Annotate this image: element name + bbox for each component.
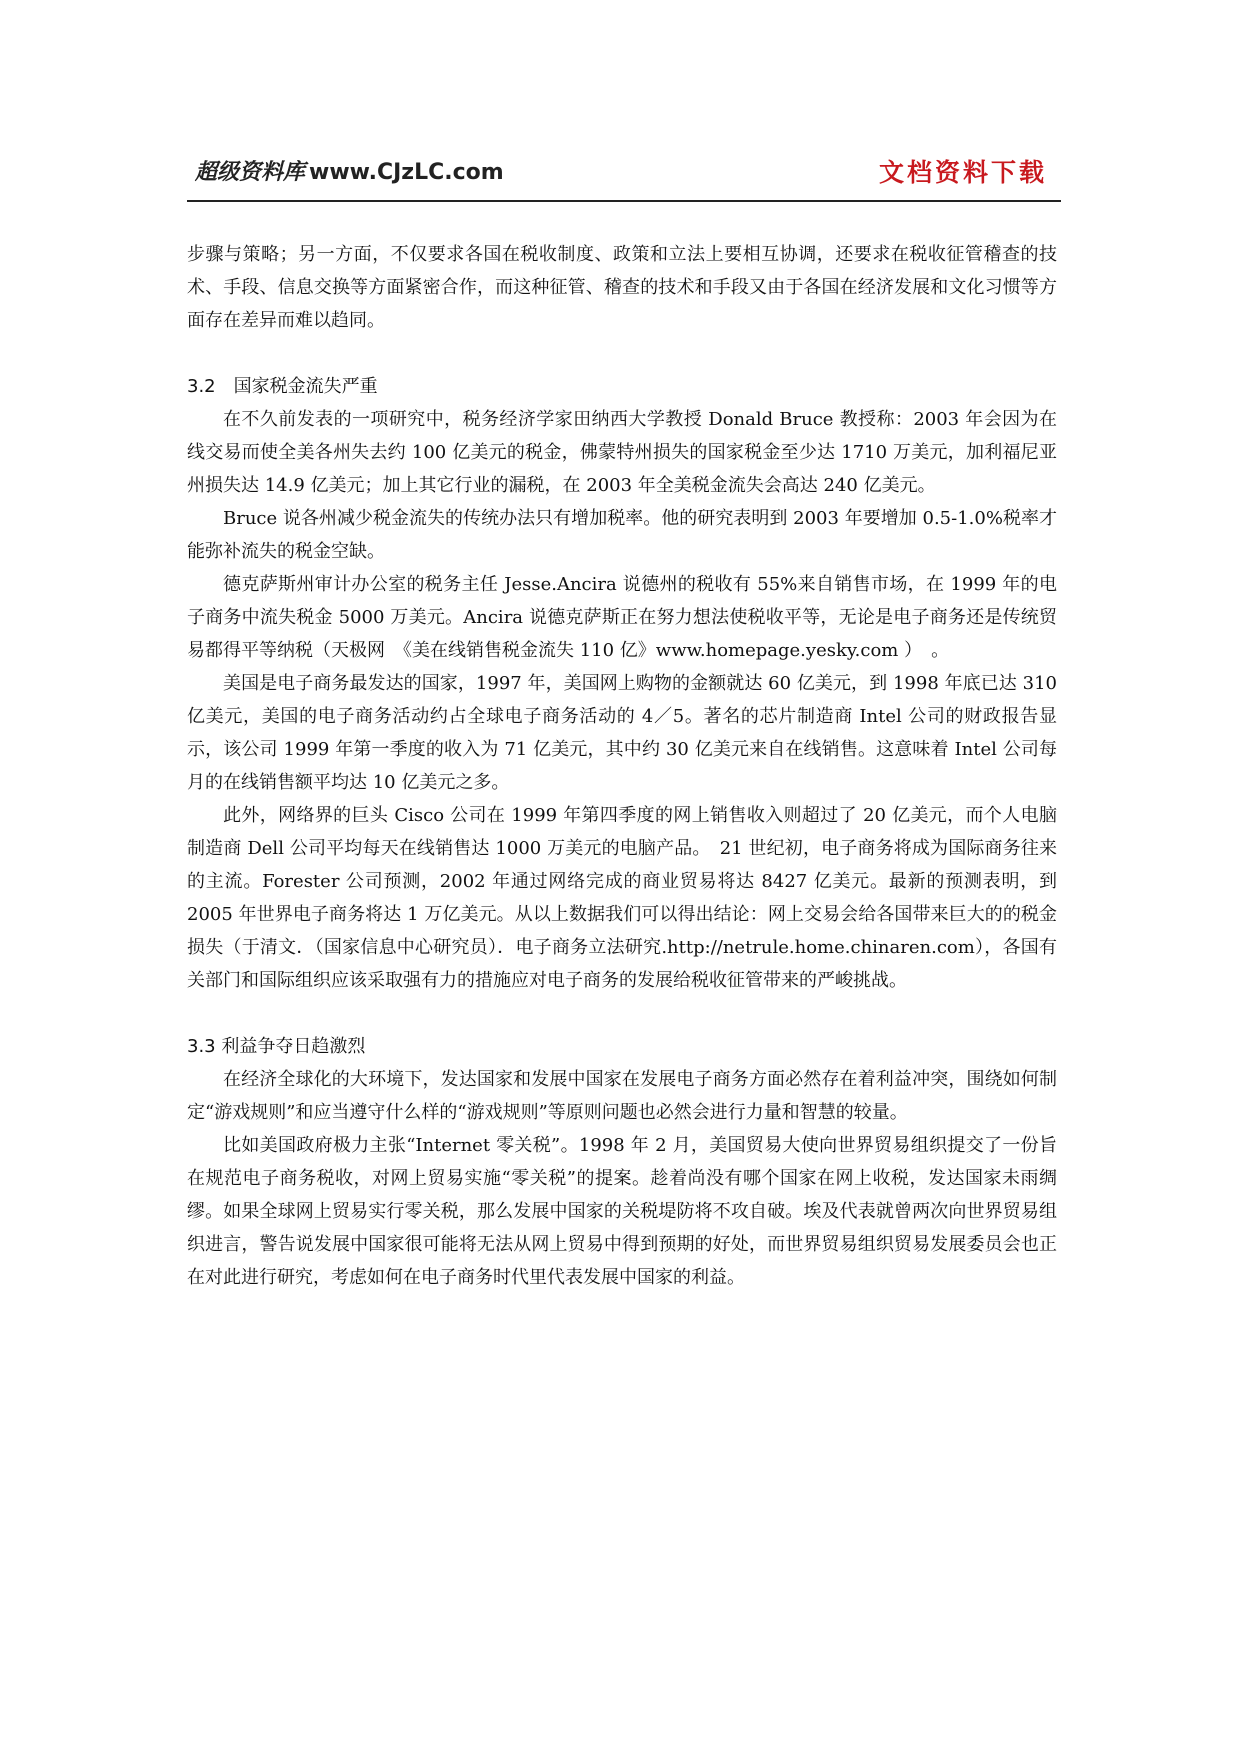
download-banner-text: 文档资料下载 bbox=[878, 158, 1047, 187]
paragraph-zero-tariff: 比如美国政府极力主张“Internet 零关税”。1998 年 2 月，美国贸易大使向世界贸易组织提交了一份旨在规范电子商务税收，对网上贸易实施“零关税”的提案。趁着尚没有哪个国家在网上收税，发达国家未雨绸缪。如果全球网上贸易实行零关税，那么发展中国家的关税堤防将不攻自破。埃及代表就曾两次向世界贸易组织进言，警告说发展中国家很可能将无法从网上贸易中得到预期的好处，而世界贸易组织贸易发展委员会也正在对此进行研究，考虑如何在电子商务时代里代表发展中国家的利益。 bbox=[187, 1135, 1057, 1288]
section-heading-3-2: 3.2 国家税金流失严重 bbox=[187, 376, 378, 397]
logo-site-url: www.CJzLC.com bbox=[309, 160, 504, 185]
site-logo bbox=[195, 158, 504, 188]
paragraph-interest-conflict: 在经济全球化的大环境下，发达国家和发展中国家在发展电子商务方面必然存在着利益冲突，围绕如何制定“游戏规则”和应当遵守什么样的“游戏规则”等原则问题也必然会进行力量和智慧的较量。 bbox=[187, 1069, 1057, 1123]
spacer bbox=[187, 997, 1057, 1030]
paragraph-us-ecommerce: 美国是电子商务最发达的国家，1997 年，美国网上购物的金额就达 60 亿美元，到 1998 年底已达 310 亿美元，美国的电子商务活动约占全球电子商务活动的 4／5。著名的芯片制造商 Intel 公司的财政报告显示，该公司 1999 年第一季度的收入为 71 亿美元，其中约 30 亿美元来自在线销售。这意味着 Intel 公司每月的在线销售额平均达 10 亿美元之多。 bbox=[187, 673, 1057, 793]
paragraph-bruce-tax-rate: Bruce 说各州减少税金流失的传统办法只有增加税率。他的研究表明到 2003 年要增加 0.5-1.0%税率才能弥补流失的税金空缺。 bbox=[187, 508, 1057, 562]
paragraph-donald-bruce: 在不久前发表的一项研究中，税务经济学家田纳西大学教授 Donald Bruce 教授称：2003 年会因为在线交易而使全美各州失去约 100 亿美元的税金，佛蒙特州损失的国家税金至少达 1710 万美元，加利福尼亚州损失达 14.9 亿美元；加上其它行业的漏税，在 2003 年全美税金流失会高达 240 亿美元。 bbox=[187, 409, 1057, 496]
section-heading-3-3: 3.3 利益争夺日趋激烈 bbox=[187, 1036, 366, 1057]
paragraph-texas-tax: 德克萨斯州审计办公室的税务主任 Jesse.Ancira 说德州的税收有 55%来自销售市场，在 1999 年的电子商务中流失税金 5000 万美元。Ancira 说德克萨斯正在努力想法使税收平等，无论是电子商务还是传统贸易都得平等纳税（天极网 《美在线销售税金流失 110 亿》www.homepage.yesky.com ） 。 bbox=[187, 574, 1057, 661]
paragraph-continuation: 步骤与策略；另一方面，不仅要求各国在税收制度、政策和立法上要相互协调，还要求在税收征管稽查的技术、手段、信息交换等方面紧密合作，而这种征管、稽查的技术和手段又由于各国在经济发展和文化习惯等方面存在差异而难以趋同。 bbox=[187, 244, 1057, 331]
spacer bbox=[187, 337, 1057, 370]
header-divider bbox=[187, 200, 1061, 202]
document-body bbox=[187, 238, 1057, 1294]
page-header bbox=[187, 150, 1061, 202]
paragraph-cisco-dell: 此外，网络界的巨头 Cisco 公司在 1999 年第四季度的网上销售收入则超过了 20 亿美元，而个人电脑制造商 Dell 公司平均每天在线销售达 1000 万美元的电脑产品。 21 世纪初，电子商务将成为国际商务往来的主流。Forester 公司预测，2002 年通过网络完成的商业贸易将达 8427 亿美元。最新的预测表明，到 2005 年世界电子商务将达 1 万亿美元。从以上数据我们可以得出结论：网上交易会给各国带来巨大的的税金损失（于清文．（国家信息中心研究员）．电子商务立法研究.http://netrule.home.chinaren.com），各国有关部门和国际组织应该采取强有力的措施应对电子商务的发展给税收征管带来的严峻挑战。 bbox=[187, 805, 1057, 991]
logo-chinese-text: 超级资料库 bbox=[195, 160, 306, 185]
